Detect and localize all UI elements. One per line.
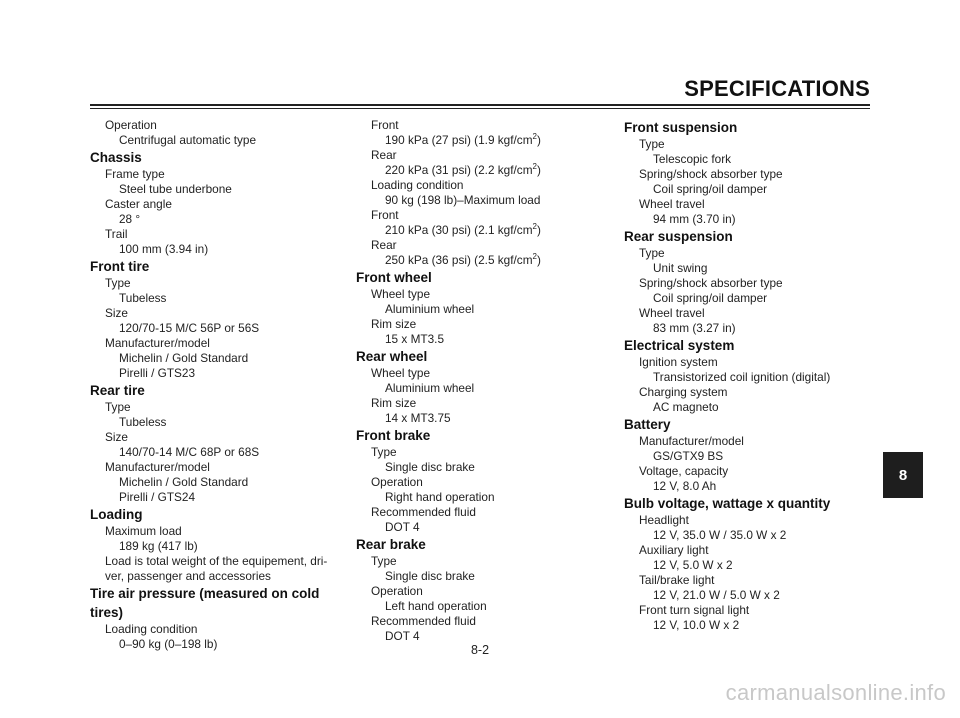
spec-label: Front [371,208,399,222]
spec-label: Type [105,276,131,290]
spec-label: Tail/brake light [639,573,715,587]
section-heading-tire-pressure-cont: tires) [90,605,124,620]
spec-label: Type [371,445,397,459]
spec-value: 12 V, 8.0 Ah [653,479,717,493]
section-heading-rear-suspension: Rear suspension [624,229,733,244]
header-rule-thick [90,104,870,106]
spec-value: 189 kg (417 lb) [119,539,198,553]
spec-value: Transistorized coil ignition (digital) [653,370,831,384]
spec-label: Wheel type [371,287,431,301]
page-number: 8-2 [470,643,490,657]
spec-value: Pirelli / GTS23 [119,366,196,380]
pressure-text: 210 kPa (30 psi) (2.1 kgf/cm [385,223,533,237]
spec-label: Spring/shock absorber type [639,167,783,181]
spec-label: Operation [371,584,423,598]
spec-label: Recommended fluid [371,614,476,628]
chapter-tab[interactable]: 8 [883,452,923,498]
spec-value: Aluminium wheel [385,302,475,316]
spec-value: 94 mm (3.70 in) [653,212,736,226]
superscript: 2 [532,222,537,232]
spec-label: Rear [371,148,397,162]
spec-value: Unit swing [653,261,708,275]
spec-value: 28 ° [119,212,141,226]
spec-label: Voltage, capacity [639,464,729,478]
section-heading-front-brake: Front brake [356,428,431,443]
spec-label: Charging system [639,385,728,399]
spec-value: 100 mm (3.94 in) [119,242,209,256]
section-heading-front-suspension: Front suspension [624,120,738,135]
spec-column-2 [356,118,596,644]
spec-value: Tubeless [119,415,167,429]
section-heading-front-tire: Front tire [90,259,150,274]
spec-value: Tubeless [119,291,167,305]
spec-label: Loading condition [371,178,464,192]
section-heading-rear-tire: Rear tire [90,383,145,398]
pressure-text: 250 kPa (36 psi) (2.5 kgf/cm [385,253,533,267]
superscript: 2 [532,162,537,172]
superscript: 2 [532,132,537,142]
section-heading-tire-pressure: Tire air pressure (measured on cold [90,586,320,601]
spec-label: Rim size [371,317,417,331]
spec-label: Type [639,137,665,151]
spec-value: 12 V, 21.0 W / 5.0 W x 2 [653,588,780,602]
section-heading-front-wheel: Front wheel [356,270,432,285]
spec-value [356,163,596,178]
spec-label: Trail [105,227,128,241]
spec-note: Load is total weight of the equipement, dri- [105,554,328,568]
spec-label: Maximum load [105,524,182,538]
spec-value: DOT 4 [385,629,420,643]
spec-value: Coil spring/oil damper [653,182,768,196]
spec-value: 12 V, 5.0 W x 2 [653,558,733,572]
superscript: 2 [532,252,537,262]
spec-value: AC magneto [653,400,719,414]
pressure-text: 190 kPa (27 psi) (1.9 kgf/cm [385,133,533,147]
close-paren: ) [536,253,541,267]
spec-value: 83 mm (3.27 in) [653,321,736,335]
spec-label: Rear [371,238,397,252]
section-heading-electrical: Electrical system [624,338,735,353]
spec-label: Operation [105,118,157,132]
spec-label: Caster angle [105,197,172,211]
section-heading-chassis: Chassis [90,150,142,165]
spec-value: Right hand operation [385,490,495,504]
spec-value: Single disc brake [385,569,475,583]
spec-label: Manufacturer/model [105,460,210,474]
spec-label: Spring/shock absorber type [639,276,783,290]
section-heading-battery: Battery [624,417,671,432]
spec-label: Wheel travel [639,306,705,320]
spec-label: Frame type [105,167,165,181]
spec-value: 140/70-14 M/C 68P or 68S [119,445,260,459]
spec-value: 120/70-15 M/C 56P or 56S [119,321,260,335]
spec-label: Manufacturer/model [639,434,744,448]
section-heading-rear-wheel: Rear wheel [356,349,428,364]
spec-label: Operation [371,475,423,489]
pressure-text: 220 kPa (31 psi) (2.2 kgf/cm [385,163,533,177]
spec-label: Wheel type [371,366,431,380]
spec-label: Ignition system [639,355,718,369]
close-paren: ) [536,223,541,237]
spec-value: 12 V, 35.0 W / 35.0 W x 2 [653,528,787,542]
section-heading-rear-brake: Rear brake [356,537,426,552]
spec-value [356,253,596,268]
spec-value: Centrifugal automatic type [119,133,257,147]
spec-value: Michelin / Gold Standard [119,351,249,365]
spec-value: GS/GTX9 BS [653,449,724,463]
spec-column-3 [624,118,864,633]
spec-label: Auxiliary light [639,543,709,557]
spec-value: Aluminium wheel [385,381,475,395]
section-heading-bulbs: Bulb voltage, wattage x quantity [624,496,831,511]
spec-value: Pirelli / GTS24 [119,490,196,504]
spec-value: Single disc brake [385,460,475,474]
close-paren: ) [536,163,541,177]
spec-value: 15 x MT3.5 [385,332,445,346]
spec-value [356,223,596,238]
spec-column-1 [90,118,340,652]
close-paren: ) [536,133,541,147]
spec-value [356,133,596,148]
spec-value: Steel tube underbone [119,182,232,196]
section-heading-loading: Loading [90,507,143,522]
spec-value: Coil spring/oil damper [653,291,768,305]
spec-label: Front [371,118,399,132]
spec-value: Michelin / Gold Standard [119,475,249,489]
spec-label: Manufacturer/model [105,336,210,350]
spec-value: 12 V, 10.0 W x 2 [653,618,740,632]
watermark: carmanualsonline.info [725,680,946,705]
spec-label: Type [105,400,131,414]
spec-value: DOT 4 [385,520,420,534]
spec-value: 14 x MT3.75 [385,411,451,425]
spec-label: Type [371,554,397,568]
spec-label: Size [105,430,128,444]
spec-label: Wheel travel [639,197,705,211]
spec-note: ver, passenger and accessories [105,569,271,583]
spec-label: Front turn signal light [639,603,750,617]
spec-value: 90 kg (198 lb)–Maximum load [385,193,541,207]
spec-value: Left hand operation [385,599,487,613]
spec-label: Loading condition [105,622,198,636]
spec-value: Telescopic fork [653,152,732,166]
spec-value: 0–90 kg (0–198 lb) [119,637,218,651]
page-title: SPECIFICATIONS [684,76,870,101]
spec-label: Rim size [371,396,417,410]
spec-label: Headlight [639,513,689,527]
header-rule-thin [90,108,870,109]
spec-label: Recommended fluid [371,505,476,519]
spec-label: Type [639,246,665,260]
spec-label: Size [105,306,128,320]
